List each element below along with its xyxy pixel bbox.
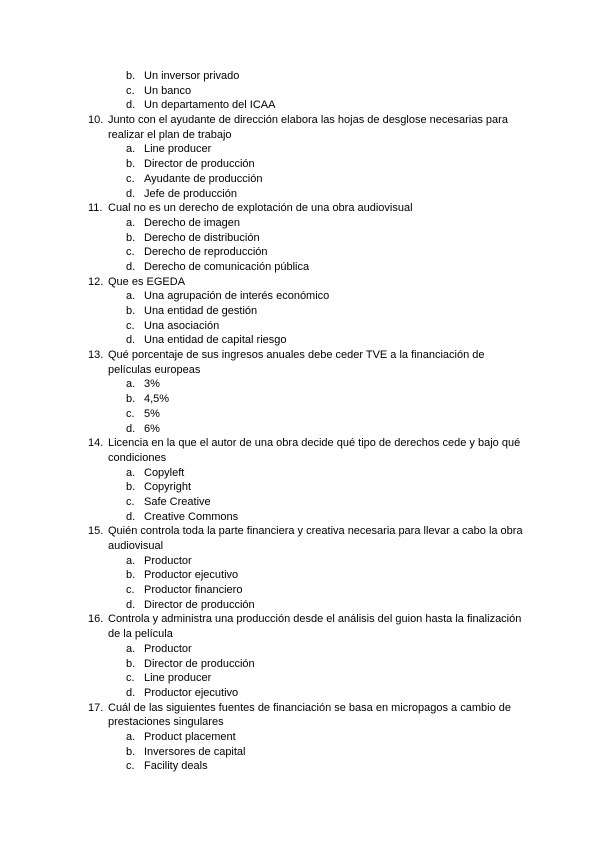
answer-option: [0, 480, 600, 495]
question-text: Cual no es un derecho de explotación de una obra audiovisual: [108, 202, 413, 215]
question-text: Qué porcentaje de sus ingresos anuales debe ceder TVE a la financiación de: [108, 349, 485, 362]
option-text: Derecho de distribución: [144, 231, 260, 244]
answer-option: [0, 759, 600, 774]
answer-option: [0, 422, 600, 437]
answer-option: [0, 407, 600, 422]
answer-option: [0, 657, 600, 672]
option-letter: c.: [126, 760, 135, 773]
option-letter: a.: [126, 466, 136, 479]
question-item: [0, 275, 600, 290]
question-text-continued: de la película: [108, 628, 173, 641]
question-number: 17.: [88, 701, 104, 714]
question-item: [0, 701, 600, 716]
option-text: Director de producción: [144, 158, 255, 171]
answer-option: [0, 642, 600, 657]
answer-option: [0, 84, 600, 99]
question-item: [0, 348, 600, 363]
option-letter: b.: [126, 305, 136, 317]
answer-option: [0, 142, 600, 157]
option-letter: c.: [126, 84, 135, 97]
option-letter: c.: [126, 672, 135, 685]
answer-option: [0, 216, 600, 231]
option-letter: a.: [126, 216, 136, 229]
answer-option: [0, 260, 600, 275]
question-text-continued: realizar el plan de trabajo: [108, 128, 232, 141]
question-number: 12.: [88, 275, 104, 288]
question-text: Controla y administra una producción desde el análisis del guion hasta la finalización: [108, 613, 522, 626]
option-letter: d.: [126, 260, 136, 273]
answer-option: [0, 554, 600, 569]
answer-option: [0, 510, 600, 525]
answer-option: [0, 583, 600, 598]
option-letter: d.: [126, 187, 136, 200]
option-letter: b.: [126, 569, 136, 582]
option-text: Inversores de capital: [144, 745, 246, 758]
option-text: Jefe de producción: [144, 187, 237, 200]
option-text: Safe Creative: [144, 495, 211, 508]
question-text-continued: audiovisual: [108, 540, 164, 552]
option-letter: a.: [126, 554, 136, 567]
option-letter: b.: [126, 231, 136, 244]
question-text: Que es EGEDA: [108, 275, 186, 288]
option-text: Director de producción: [144, 657, 255, 670]
option-text: Derecho de imagen: [144, 216, 241, 229]
question-continuation: [0, 539, 600, 554]
answer-option: [0, 289, 600, 304]
option-letter: b.: [126, 158, 136, 171]
option-text: 6%: [144, 422, 160, 435]
answer-option: [0, 304, 600, 319]
option-text: Line producer: [144, 143, 212, 156]
answer-option: [0, 686, 600, 701]
answer-option: [0, 319, 600, 334]
answer-option: [0, 98, 600, 113]
question-item: [0, 524, 600, 539]
question-item: [0, 113, 600, 128]
answer-option: [0, 333, 600, 348]
option-letter: c.: [126, 246, 135, 259]
answer-option: [0, 157, 600, 172]
question-item: [0, 436, 600, 451]
option-text: Productor: [144, 642, 192, 655]
option-letter: b.: [126, 393, 136, 406]
option-text: Line producer: [144, 672, 212, 685]
answer-option: [0, 671, 600, 686]
question-item: [0, 201, 600, 216]
question-number: 10.: [88, 114, 104, 127]
question-item: [0, 612, 600, 627]
option-text: Productor: [144, 554, 192, 567]
option-text: Productor ejecutivo: [144, 686, 239, 699]
option-text: Una entidad de capital riesgo: [144, 334, 287, 347]
answer-option: [0, 466, 600, 481]
question-continuation: [0, 627, 600, 642]
option-text: Una entidad de gestión: [144, 305, 258, 317]
question-text-continued: películas europeas: [108, 363, 201, 376]
answer-option: [0, 598, 600, 613]
option-letter: d.: [126, 510, 136, 523]
question-number: 14.: [88, 437, 104, 450]
question-number: 15.: [88, 525, 104, 538]
option-text: Productor ejecutivo: [144, 569, 239, 582]
answer-option: [0, 495, 600, 510]
option-text: Productor financiero: [144, 584, 243, 597]
answer-option: [0, 730, 600, 745]
option-letter: d.: [126, 334, 136, 347]
option-letter: a.: [126, 730, 136, 743]
question-text: Quién controla toda la parte financiera y creativa necesaria para llevar a cabo la obra: [108, 525, 523, 538]
option-letter: c.: [126, 407, 135, 420]
question-continuation: [0, 715, 600, 730]
question-list: [0, 69, 600, 774]
option-text: Ayudante de producción: [144, 172, 263, 185]
option-text: Derecho de reproducción: [144, 246, 268, 259]
option-text: Copyright: [144, 481, 192, 494]
option-letter: c.: [126, 319, 135, 332]
option-letter: b.: [126, 745, 136, 758]
answer-option: [0, 69, 600, 84]
option-letter: d.: [126, 422, 136, 435]
option-letter: c.: [126, 584, 135, 597]
option-text: Un banco: [144, 84, 192, 97]
answer-option: [0, 245, 600, 260]
option-letter: d.: [126, 686, 136, 699]
option-text: Director de producción: [144, 598, 255, 611]
option-letter: b.: [126, 70, 136, 82]
question-number: 11.: [88, 202, 103, 215]
option-text: 5%: [144, 407, 160, 420]
answer-option: [0, 187, 600, 202]
option-text: Un inversor privado: [144, 70, 240, 82]
option-letter: b.: [126, 657, 136, 670]
option-letter: d.: [126, 99, 136, 112]
option-letter: a.: [126, 143, 136, 156]
option-letter: a.: [126, 378, 136, 391]
option-letter: d.: [126, 598, 136, 611]
question-continuation: [0, 128, 600, 143]
option-letter: c.: [126, 172, 135, 185]
option-text: Derecho de comunicación pública: [144, 260, 310, 273]
question-text: Licencia en la que el autor de una obra decide qué tipo de derechos cede y bajo qué: [108, 437, 521, 450]
option-text: Creative Commons: [144, 510, 239, 523]
answer-option: [0, 377, 600, 392]
option-text: Product placement: [144, 730, 236, 743]
option-letter: a.: [126, 642, 136, 655]
question-number: 16.: [88, 613, 104, 626]
option-text: Copyleft: [144, 466, 185, 479]
option-text: 3%: [144, 378, 160, 391]
answer-option: [0, 392, 600, 407]
option-letter: c.: [126, 495, 135, 508]
option-text: Facility deals: [144, 760, 208, 773]
option-letter: a.: [126, 290, 136, 303]
question-continuation: [0, 451, 600, 466]
answer-option: [0, 568, 600, 583]
option-letter: b.: [126, 481, 136, 494]
question-number: 13.: [88, 349, 104, 362]
answer-option: [0, 231, 600, 246]
option-text: Una agrupación de interés económico: [144, 290, 330, 303]
question-text-continued: prestaciones singulares: [108, 716, 224, 729]
question-text: Junto con el ayudante de dirección elabora las hojas de desglose necesarias para: [108, 114, 508, 127]
option-text: Una asociación: [144, 319, 220, 332]
option-text: Un departamento del ICAA: [144, 99, 276, 112]
question-text-continued: condiciones: [108, 451, 167, 464]
question-text: Cuál de las siguientes fuentes de financiación se basa en micropagos a cambio de: [108, 701, 511, 714]
question-continuation: [0, 363, 600, 378]
option-text: 4,5%: [144, 393, 170, 406]
answer-option: [0, 745, 600, 760]
answer-option: [0, 172, 600, 187]
